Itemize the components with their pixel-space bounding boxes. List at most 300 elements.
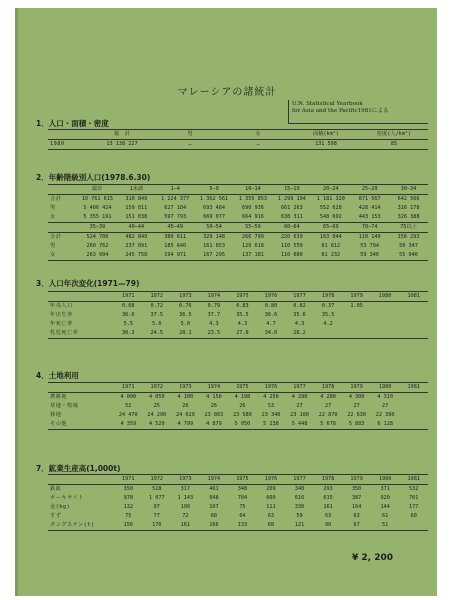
table-cell: 25—29 <box>361 186 378 192</box>
table-header-row <box>48 474 428 485</box>
table-row <box>48 494 428 503</box>
row-label: 合計 <box>50 196 62 202</box>
table-cell: 170 <box>152 522 162 528</box>
table-cell: 348 <box>237 486 248 492</box>
table-cell: 52 <box>125 403 132 409</box>
table-cell: 24 029 <box>175 412 195 418</box>
table-cell: 67 <box>353 522 360 528</box>
table-cell: 53 794 <box>360 243 380 249</box>
table-row <box>48 521 428 531</box>
table-cell: 443 153 <box>358 214 381 220</box>
table-cell: 532 <box>409 486 419 492</box>
table-row <box>48 503 428 512</box>
table-header-row <box>48 129 428 140</box>
table-cell: 60—64 <box>284 224 300 230</box>
table-row <box>48 140 428 150</box>
table-cell: 194 971 <box>164 252 187 258</box>
table-cell: 1 355 853 <box>238 196 268 202</box>
table-cell: 5.5 <box>123 321 133 327</box>
table-cell: 4 250 <box>263 394 279 400</box>
table-cell: 177 <box>409 504 419 510</box>
table-cell: 81 812 <box>321 243 341 249</box>
table-cell: 97 <box>153 504 160 510</box>
table-cell: 0.37 <box>321 303 335 309</box>
table-cell: 59 346 <box>360 252 380 258</box>
table-cell: 4 529 <box>148 421 165 427</box>
table-cell: 4 000 <box>120 394 137 400</box>
table-cell: 5 238 <box>263 421 279 427</box>
section-heading-mining: 7．鉱業生産高(1,000t) <box>36 464 121 473</box>
table-cell: 64 <box>239 513 246 519</box>
row-label: 男 <box>50 205 56 211</box>
table-cell: 10 761 615 <box>81 196 114 202</box>
table-cell: 371 <box>380 486 390 492</box>
table-cell: 1 224 377 <box>161 196 190 202</box>
table-cell: 81 232 <box>321 252 341 258</box>
table-cell: 1972 <box>150 384 164 390</box>
table-cell: 6 128 <box>377 421 393 427</box>
table-cell: 1973 <box>179 293 192 299</box>
table-cell: 156 293 <box>397 234 420 240</box>
land-use-table <box>48 382 428 430</box>
table-cell: 23 100 <box>290 412 309 418</box>
table-cell: 10—14 <box>245 186 261 192</box>
table-cell: 28.1 <box>179 330 192 336</box>
table-cell: 1979 <box>350 384 363 390</box>
table-cell: 22 630 <box>347 412 366 418</box>
table-cell: 4 280 <box>320 394 336 400</box>
table-cell: 5.0 <box>180 321 191 327</box>
table-cell: 30—34 <box>400 186 417 192</box>
table-cell: 920 <box>380 495 390 501</box>
table-cell: 597 793 <box>164 214 187 220</box>
table-cell: 461 <box>209 486 219 492</box>
row-label: 年出生率 <box>50 312 73 318</box>
table-cell: 348 <box>294 486 305 492</box>
table-cell: 161 <box>180 522 191 528</box>
table-cell: 1976 <box>264 476 278 482</box>
table-cell: 1972 <box>150 293 164 299</box>
table-cell: 664 916 <box>242 214 264 220</box>
table-cell: 1未満 <box>129 186 144 192</box>
row-label: 女 <box>50 214 56 220</box>
table-cell: 26 <box>239 403 246 409</box>
table-cell: 121 <box>294 522 305 528</box>
table-cell: 75 <box>239 504 246 510</box>
table-cell: 107 <box>209 504 219 510</box>
table-cell: 1978 <box>321 293 335 299</box>
population-area-density-table <box>48 129 428 150</box>
table-cell: 72 <box>182 513 189 519</box>
table-cell: 63 <box>353 513 360 519</box>
table-cell: 4.2 <box>323 321 333 327</box>
table-cell: 310 849 <box>125 196 148 202</box>
mining-production-table <box>48 474 428 531</box>
table-cell: 1974 <box>207 293 221 299</box>
table-cell: 65—69 <box>322 224 339 230</box>
table-cell: 4 359 <box>120 421 137 427</box>
table-cell: 26 <box>182 403 189 409</box>
table-cell: 326 388 <box>397 214 420 220</box>
table-row <box>48 485 428 494</box>
row-label: 年死亡率 <box>50 321 73 327</box>
table-cell: 36.0 <box>122 312 135 318</box>
table-cell: 701 <box>409 495 419 501</box>
table-cell: 68 <box>210 513 218 519</box>
table-cell: 36.6 <box>264 312 278 318</box>
table-cell: 77 <box>153 513 160 519</box>
table-cell: 1—4 <box>170 186 180 192</box>
table-cell: 1980 <box>378 384 392 390</box>
table-cell: 1981 <box>407 293 420 299</box>
table-cell: 23 340 <box>261 412 281 418</box>
table-cell: 女 <box>255 131 261 137</box>
section-heading-land-use: 4．土地利用 <box>36 371 79 380</box>
table-cell: 237 091 <box>125 243 148 249</box>
table-cell: 690 936 <box>242 205 264 211</box>
table-cell: 0.76 <box>179 303 192 309</box>
table-cell: 1977 <box>293 384 306 390</box>
table-cell: 1980 <box>378 293 392 299</box>
table-cell: 63 <box>267 513 275 519</box>
row-label: 1980 <box>50 141 65 147</box>
table-cell: 110 080 <box>280 252 303 258</box>
table-cell: 4 150 <box>206 394 222 400</box>
age-group-population-table <box>48 184 428 261</box>
table-cell: 1971 <box>122 476 135 482</box>
table-cell: 1 077 <box>148 495 165 501</box>
table-cell: 27 <box>324 403 332 409</box>
table-cell: 27.8 <box>236 330 249 336</box>
price-label: ¥ 2, 200 <box>352 553 393 563</box>
table-cell: 37.5 <box>150 312 164 318</box>
table-cell: 5 448 <box>291 421 308 427</box>
source-line-1: U.N. Statistical Yearbook <box>292 101 363 107</box>
table-cell: 4.7 <box>266 321 276 327</box>
table-cell: 4.3 <box>209 321 219 327</box>
table-cell: 428 414 <box>358 205 381 211</box>
table-cell: 55—59 <box>245 224 261 230</box>
table-cell: 23 580 <box>233 412 252 418</box>
table-cell: 4 100 <box>177 394 194 400</box>
table-cell: 133 <box>237 522 248 528</box>
table-cell: 密度(人/km²) <box>376 131 412 137</box>
row-label: 男 <box>50 243 56 249</box>
table-cell: 131 598 <box>315 141 337 147</box>
table-cell: 27 <box>296 403 303 409</box>
table-cell: 548 692 <box>319 214 342 220</box>
table-cell: 30.3 <box>122 330 135 336</box>
table-cell: 871 567 <box>358 196 381 202</box>
table-cell: 20—24 <box>322 186 339 192</box>
table-cell: 627 184 <box>164 205 187 211</box>
table-cell: 317 <box>180 486 191 492</box>
table-cell: 15—19 <box>284 186 300 192</box>
table-cell: 35.5 <box>321 312 335 318</box>
table-cell: 978 <box>123 495 133 501</box>
table-header-row <box>48 382 428 393</box>
section-heading-population-change: 3．人口年次変化(1971—79) <box>36 279 140 288</box>
table-cell: 137 181 <box>242 252 264 258</box>
table-cell: 22 870 <box>318 412 338 418</box>
table-cell: 1976 <box>264 293 278 299</box>
table-row <box>48 411 428 420</box>
table-cell: 5 678 <box>320 421 336 427</box>
table-cell: 161 853 <box>203 243 226 249</box>
table-cell: 330 <box>294 504 305 510</box>
table-cell: 37.7 <box>207 312 221 318</box>
table-header-row <box>48 291 428 302</box>
table-cell: 5—9 <box>209 186 219 192</box>
row-label: 合計 <box>50 234 62 240</box>
table-header-row <box>48 184 428 195</box>
table-cell: 1 362 561 <box>200 196 229 202</box>
table-cell: 1 181 320 <box>316 196 345 202</box>
section-heading-age-groups: 2．年齢階級別人口(1978.6.30) <box>36 173 151 182</box>
table-cell: 23 803 <box>204 412 224 418</box>
table-cell: 1 299 194 <box>277 196 306 202</box>
table-cell: 35.6 <box>293 312 306 318</box>
table-cell: 0.83 <box>236 303 249 309</box>
table-cell: 161 <box>323 504 333 510</box>
table-cell: 1981 <box>407 384 420 390</box>
table-cell: 1975 <box>236 384 249 390</box>
table-cell: 660 <box>266 495 276 501</box>
table-cell: 1 143 <box>177 495 194 501</box>
table-cell: 329 148 <box>203 234 226 240</box>
row-label: 鉄鉱 <box>50 486 62 492</box>
table-cell: 110 559 <box>280 243 303 249</box>
table-cell: 35—39 <box>89 224 106 230</box>
table-cell: 5 050 <box>234 421 251 427</box>
table-cell: 245 758 <box>125 252 148 258</box>
table-cell: 693 484 <box>203 205 226 211</box>
table-cell: 5 883 <box>348 421 365 427</box>
table-cell: 316 178 <box>397 205 420 211</box>
table-cell: 1975 <box>236 293 249 299</box>
table-row <box>48 393 428 402</box>
table-cell: … <box>188 141 192 147</box>
table-cell: 524 706 <box>86 234 109 240</box>
table-cell: 1979 <box>350 476 363 482</box>
table-cell: 1973 <box>179 476 192 482</box>
row-label: その他 <box>50 421 68 427</box>
table-cell: 638 311 <box>280 214 303 220</box>
table-cell: 185 640 <box>164 243 187 249</box>
table-cell: 0.80 <box>264 303 278 309</box>
table-cell: 4 198 <box>234 394 251 400</box>
table-cell: 948 <box>209 495 219 501</box>
table-cell: 163 044 <box>319 234 342 240</box>
table-cell: 166 <box>209 522 219 528</box>
table-cell: 1981 <box>407 476 420 482</box>
row-label: すず <box>50 513 62 519</box>
table-cell: 25 <box>153 403 160 409</box>
table-row <box>48 320 428 329</box>
table-cell: 1979 <box>350 293 363 299</box>
row-label: ボーキサイト <box>50 495 84 501</box>
table-cell: 159 811 <box>125 205 148 211</box>
table-cell: 615 <box>323 495 333 501</box>
table-cell: 552 628 <box>319 205 342 211</box>
table-cell: 1.05 <box>350 303 363 309</box>
table-cell: 0.72 <box>150 303 164 309</box>
table-cell: 380 611 <box>164 234 187 240</box>
table-cell: 63 <box>324 513 332 519</box>
table-row <box>48 213 428 222</box>
source-note <box>288 100 428 124</box>
table-cell: 1975 <box>236 476 249 482</box>
table-cell: 669 077 <box>203 214 226 220</box>
table-cell: 51 <box>382 522 389 528</box>
table-cell: 4 310 <box>377 394 393 400</box>
row-label: タングステン(t) <box>50 522 95 528</box>
table-cell: 220 639 <box>280 234 303 240</box>
table-cell: 27 <box>353 403 360 409</box>
table-cell: 1974 <box>207 476 221 482</box>
table-row <box>48 204 428 213</box>
table-row <box>48 302 428 311</box>
table-cell: 1978 <box>321 384 335 390</box>
table-cell: 4 280 <box>291 394 308 400</box>
table-cell: 23.5 <box>207 330 221 336</box>
table-cell: 28.2 <box>293 330 306 336</box>
table-cell: 1972 <box>150 476 164 482</box>
table-cell: 75以上 <box>400 224 417 230</box>
table-cell: 0.68 <box>122 303 135 309</box>
table-cell: 50 347 <box>399 243 418 249</box>
table-cell: 総 計 <box>114 131 130 137</box>
page-title: マレーシアの諸統計 <box>177 87 277 98</box>
table-cell: 350 <box>351 486 362 492</box>
table-cell: 面積(km²) <box>313 131 339 137</box>
table-cell: 55 946 <box>399 252 418 258</box>
table-cell: 616 <box>294 495 305 501</box>
table-cell: 36.5 <box>179 312 192 318</box>
table-row <box>48 402 428 411</box>
table-cell: 482 849 <box>125 234 148 240</box>
table-cell: 5 406 424 <box>83 205 112 211</box>
table-cell: 260 762 <box>86 243 109 249</box>
book-back-cover <box>17 8 437 596</box>
table-cell: 1977 <box>293 293 306 299</box>
table-cell: 70—74 <box>361 224 378 230</box>
table-cell: 35.5 <box>236 312 249 318</box>
table-cell: 24 290 <box>147 412 167 418</box>
table-cell: 5.0 <box>152 321 162 327</box>
table-cell: 4 879 <box>206 421 222 427</box>
table-cell: 61 <box>382 513 389 519</box>
table-cell: 387 <box>351 495 362 501</box>
population-change-table <box>48 291 428 339</box>
table-cell: 100 <box>180 504 191 510</box>
table-cell: 60 <box>410 513 417 519</box>
table-cell: 266 799 <box>242 234 264 240</box>
table-cell: 4.3 <box>294 321 305 327</box>
table-cell: 85 <box>390 141 398 147</box>
row-label: 乳児死亡率 <box>50 330 79 336</box>
table-row <box>48 311 428 320</box>
table-cell: 22 390 <box>375 412 395 418</box>
section-heading-population: 1．人口・面積・密度 <box>36 119 109 128</box>
table-cell: 661 263 <box>280 205 303 211</box>
table-cell: 1976 <box>264 384 278 390</box>
table-row <box>48 251 428 261</box>
table-cell: 151 038 <box>125 214 148 220</box>
table-cell: 164 <box>351 504 362 510</box>
table-cell: 704 <box>237 495 248 501</box>
table-cell: … <box>256 141 260 147</box>
table-cell: 4 050 <box>148 394 165 400</box>
table-cell: 528 <box>152 486 162 492</box>
table-cell: 0.82 <box>293 303 306 309</box>
table-cell: 1980 <box>378 476 392 482</box>
table-cell: 350 <box>123 486 133 492</box>
table-cell: 1971 <box>122 384 135 390</box>
table-row <box>48 195 428 204</box>
table-cell: 45—49 <box>167 224 184 230</box>
source-line-2: for Asia and the Pacific1981による <box>292 108 389 114</box>
table-cell: 34.0 <box>264 330 278 336</box>
table-row <box>48 233 428 242</box>
table-cell: 144 <box>380 504 390 510</box>
table-cell: 642 566 <box>397 196 420 202</box>
table-cell: 1978 <box>321 476 335 482</box>
row-label: 林地 <box>50 412 62 418</box>
table-cell: 263 994 <box>86 252 109 258</box>
table-cell: 90 <box>324 522 332 528</box>
table-cell: 75 <box>125 513 132 519</box>
table-cell: 129 618 <box>242 243 264 249</box>
table-cell: 1977 <box>293 476 306 482</box>
table-cell: 4 799 <box>177 421 194 427</box>
row-label: 金(kg) <box>50 504 71 510</box>
table-cell: 26 <box>210 403 218 409</box>
table-cell: 1971 <box>122 293 135 299</box>
table-row <box>48 329 428 339</box>
table-cell: 110 140 <box>358 234 381 240</box>
table-cell: 1973 <box>179 384 192 390</box>
table-cell: 68 <box>267 522 275 528</box>
table-cell: 0.79 <box>207 303 221 309</box>
table-cell: 男 <box>187 131 193 137</box>
table-header-row <box>48 222 428 233</box>
table-cell: 24.5 <box>150 330 164 336</box>
table-cell: 50—54 <box>206 224 222 230</box>
row-label: 年央人口 <box>50 303 73 309</box>
table-cell: 293 <box>323 486 333 492</box>
table-cell: 総計 <box>92 186 103 192</box>
table-cell: 209 <box>266 486 276 492</box>
row-label: 農耕地 <box>50 394 68 400</box>
table-row <box>48 512 428 521</box>
row-label: 草地・牧場 <box>50 403 79 409</box>
row-label: 女 <box>50 252 56 258</box>
table-cell: 24 470 <box>118 412 138 418</box>
table-cell: 111 <box>266 504 276 510</box>
table-cell: 27 <box>382 403 389 409</box>
table-row <box>48 242 428 251</box>
table-cell: 53 <box>267 403 275 409</box>
table-row <box>48 420 428 430</box>
table-cell: 156 <box>123 522 133 528</box>
table-cell: 1974 <box>207 384 221 390</box>
table-cell: 167 295 <box>203 252 226 258</box>
table-cell: 40—44 <box>128 224 145 230</box>
table-cell: 132 <box>123 504 133 510</box>
table-cell: 5 355 191 <box>83 214 112 220</box>
table-cell: 59 <box>296 513 303 519</box>
